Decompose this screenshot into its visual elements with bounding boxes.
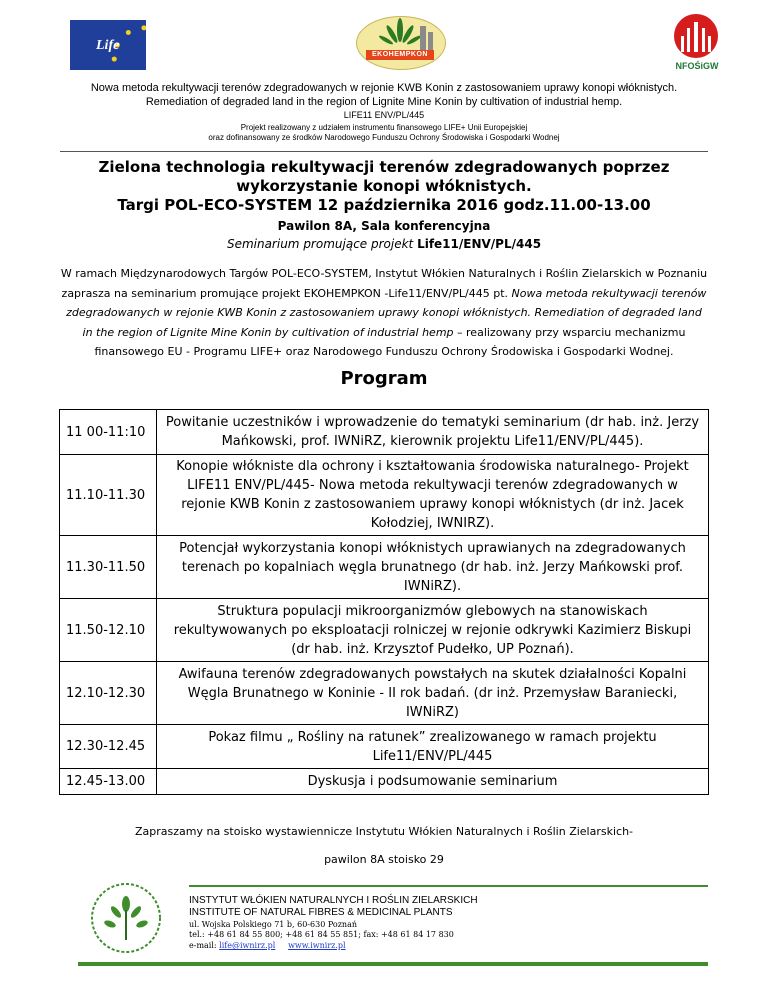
program-time: 11.50-12.10 bbox=[60, 599, 157, 662]
website-link[interactable]: www.iwnirz.pl bbox=[288, 941, 346, 950]
intro-text-italic: Nowa metoda rekultywacji terenów zdegradowanych w rejonie KWB Konin z zastosowaniem uprawy konopi włóknistych. Remediation of degraded land in the region of Lignite Mine Konin by cultivation of industrial hemp bbox=[66, 286, 707, 339]
program-table bbox=[59, 409, 709, 795]
program-item: Potencjał wykorzystania konopi włóknistych uprawianych na zdegradowanych terenach po kopalniach węgla brunatnego (dr hab. inż. Jerzy Mańkowski prof. IWNiRZ). bbox=[157, 536, 709, 599]
seminar-subtitle-prefix: Seminarium promujące projekt bbox=[226, 237, 418, 251]
program-item: Dyskusja i podsumowanie seminarium bbox=[157, 769, 709, 795]
table-row bbox=[60, 599, 709, 662]
table-row bbox=[60, 725, 709, 769]
header-project-code: LIFE11 ENV/PL/445 bbox=[343, 110, 425, 120]
program-time: 12.45-13.00 bbox=[60, 769, 157, 795]
program-time: 12.30-12.45 bbox=[60, 725, 157, 769]
program-item: Awifauna terenów zdegradowanych powstałych na skutek działalności Kopalni Węgla Brunatnego w Koninie - II rok badań. (dr inż. Przemysław Baraniecki, IWNiRZ) bbox=[157, 662, 709, 725]
iwnirz-plant-icon bbox=[78, 878, 174, 960]
email-label: e-mail: bbox=[189, 941, 220, 950]
table-row bbox=[60, 662, 709, 725]
header-project-en: Remediation of degraded land in the region of Lignite Mine Konin by cultivation of industrial hemp. bbox=[145, 96, 623, 108]
program-time: 11.10-11.30 bbox=[60, 455, 157, 536]
header-divider bbox=[60, 151, 708, 152]
program-time: 11 00-11:10 bbox=[60, 410, 157, 455]
institute-address: ul. Wojska Polskiego 71 b, 60-630 Poznań bbox=[189, 920, 357, 929]
nfosigw-logo-text: NFOŚiGW bbox=[675, 61, 719, 71]
institute-phones: tel.: +48 61 84 55 800; +48 61 84 55 851; fax: +48 61 84 17 830 bbox=[189, 930, 454, 939]
table-row bbox=[60, 536, 709, 599]
table-row bbox=[60, 410, 709, 455]
table-row bbox=[60, 769, 709, 795]
program-time: 12.10-12.30 bbox=[60, 662, 157, 725]
stand-location: pawilon 8A stoisko 29 bbox=[324, 853, 444, 866]
invitation-text: Zapraszamy na stoisko wystawiennicze Instytutu Włókien Naturalnych i Roślin Zielarskich- bbox=[134, 825, 634, 838]
ekohempkon-logo bbox=[356, 12, 446, 74]
program-item: Konopie włókniste dla ochrony i kształtowania środowiska naturalnego- Projekt LIFE11 ENV/PL/445- Nowa metoda rekultywacji terenów zdegradowanych w rejonie KWB Konin z zastosowaniem uprawy konopi włóknistych (dr inż. Jacek Kołodziej, IWNIRZ). bbox=[157, 455, 709, 536]
title-line-2: wykorzystanie konopi włóknistych. bbox=[236, 177, 532, 195]
seminar-subtitle bbox=[60, 237, 708, 251]
nfosigw-logo bbox=[668, 14, 726, 78]
venue-label: Pawilon 8A, Sala konferencyjna bbox=[277, 219, 491, 233]
title-line-1: Zielona technologia rekultywacji terenów zdegradowanych poprzez bbox=[98, 158, 670, 176]
program-time: 11.30-11.50 bbox=[60, 536, 157, 599]
header-funding-line2: oraz dofinansowany ze środków Narodowego Funduszu Ochrony Środowiska i Gospodarki Wodnej bbox=[208, 133, 560, 142]
program-item: Pokaz filmu „ Rośliny na ratunek” zrealizowanego w ramach projektu Life11/ENV/PL/445 bbox=[157, 725, 709, 769]
page-title bbox=[60, 158, 708, 215]
institute-name-pl: INSTYTUT WŁÓKIEN NATURALNYCH I ROŚLIN ZIELARSKICH bbox=[189, 895, 478, 906]
intro-paragraph bbox=[60, 264, 708, 362]
intro-text-1: W ramach Międzynarodowych Targów POL-ECO-SYSTEM, Instytut Włókien Naturalnych i Roślin Zielarskich w Poznaniu zaprasza na seminarium promujące projekt EKOHEMPKON -Life11/ENV/PL/445 pt. bbox=[60, 267, 708, 300]
title-line-3: Targi POL-ECO-SYSTEM 12 października 2016 godz.11.00-13.00 bbox=[117, 196, 651, 214]
iwnirz-logo bbox=[78, 878, 174, 960]
program-item: Powitanie uczestników i wprowadzenie do tematyki seminarium (dr hab. inż. Jerzy Mańkowski, prof. IWNiRZ, kierownik projektu Life11/ENV/PL/445). bbox=[157, 410, 709, 455]
footer-green-divider-top bbox=[189, 885, 708, 887]
institute-contact-row bbox=[189, 941, 346, 950]
eu-life-logo bbox=[70, 20, 146, 70]
institute-name-en: INSTITUTE OF NATURAL FIBRES & MEDICINAL PLANTS bbox=[189, 907, 453, 918]
email-link[interactable]: life@iwnirz.pl bbox=[219, 941, 276, 950]
life-logo-text: Life bbox=[96, 38, 120, 53]
footer-green-divider-bottom bbox=[78, 962, 708, 966]
header-project-pl: Nowa metoda rekultywacji terenów zdegradowanych w rejonie KWB Konin z zastosowaniem uprawy konopi włóknistych. bbox=[90, 82, 678, 94]
nfosigw-tree-icon bbox=[674, 14, 718, 58]
program-heading: Program bbox=[340, 368, 428, 389]
table-row bbox=[60, 455, 709, 536]
ekohempkon-logo-text: EKOHEMPKON bbox=[366, 50, 434, 60]
intro-text-2: – realizowany przy wsparciu mechanizmu finansowego EU - Programu LIFE+ oraz Narodowego Funduszu Ochrony Środowiska i Gospodarki Wodnej. bbox=[94, 325, 686, 358]
seminar-project-code: Life11/ENV/PL/445 bbox=[417, 237, 542, 251]
program-item: Struktura populacji mikroorganizmów glebowych na stanowiskach rekultywowanych po eksploatacji rolniczej w rejonie odkrywki Kazimierz Biskupi (dr hab. inż. Krzysztof Pudełko, UP Poznań). bbox=[157, 599, 709, 662]
header-funding-line1: Projekt realizowany z udziałem instrumentu finansowego LIFE+ Unii Europejskiej bbox=[240, 123, 528, 132]
